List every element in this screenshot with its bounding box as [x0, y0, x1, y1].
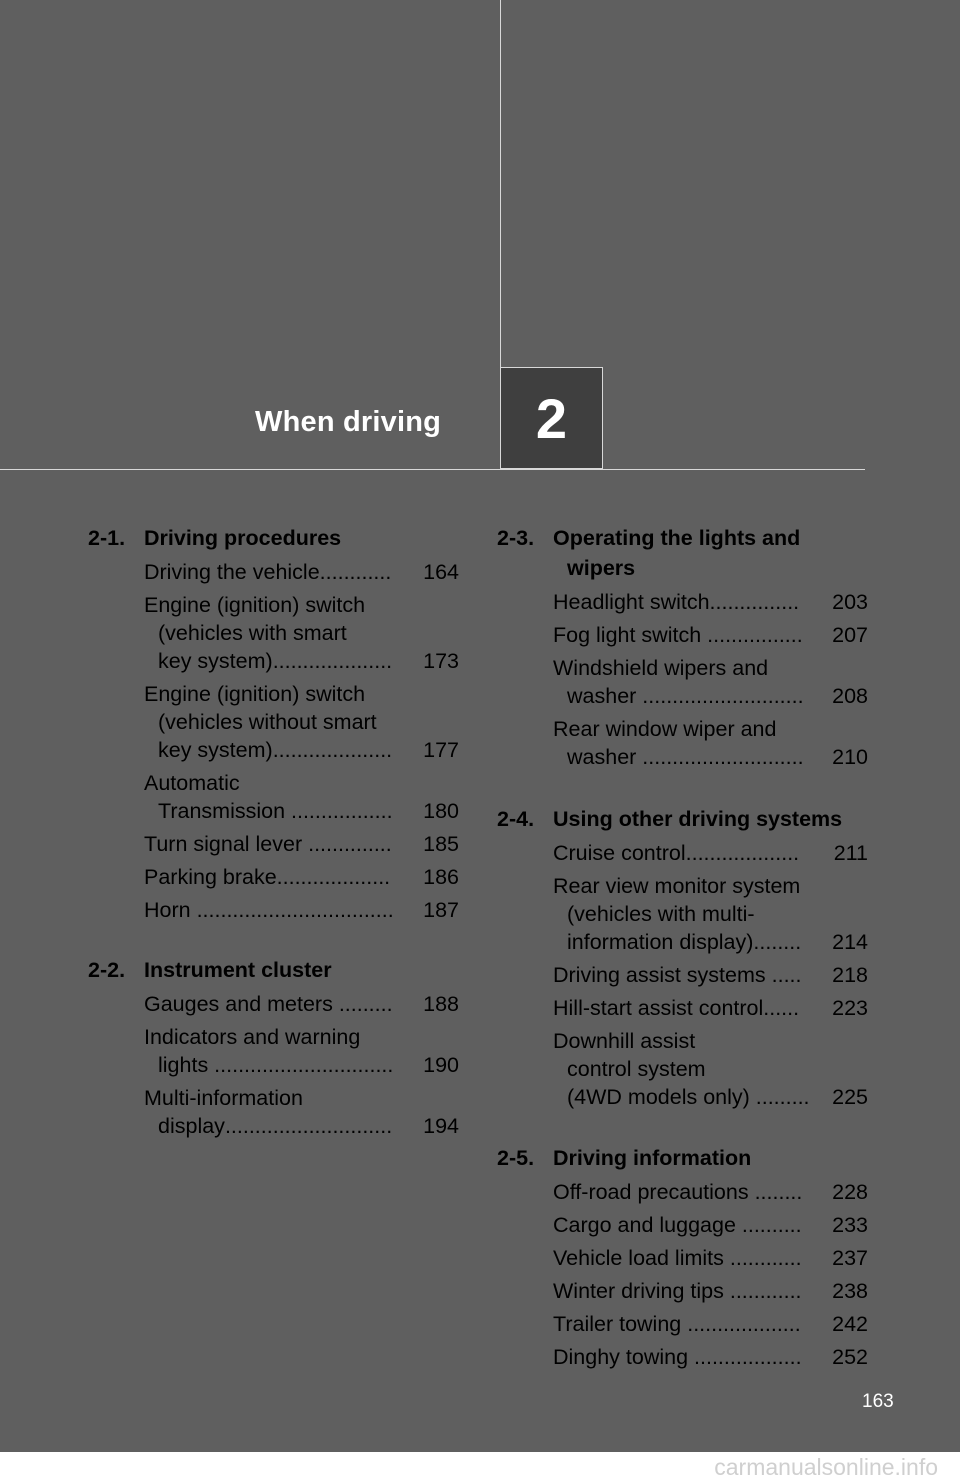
toc-entry[interactable] — [553, 994, 868, 1022]
entry-text: (vehicles with multi- — [567, 902, 755, 926]
entry-page-number: 228 — [832, 1180, 868, 1204]
section-number: 2-3. — [497, 526, 535, 550]
dot-leader: .............................. — [214, 1053, 394, 1077]
entry-page-number: 186 — [423, 865, 459, 889]
toc-entry[interactable] — [553, 621, 868, 649]
entry-text: Windshield wipers and — [553, 656, 769, 680]
entry-text: Parking brake — [144, 865, 277, 889]
entry-page-number: 207 — [832, 623, 868, 647]
entry-page-number: 190 — [423, 1053, 459, 1077]
entry-text: Vehicle load limits — [553, 1246, 730, 1270]
toc-entry[interactable] — [553, 715, 868, 771]
entry-text: Driving the vehicle — [144, 560, 320, 584]
toc-entry[interactable] — [144, 680, 459, 764]
section-title: Operating the lights and — [553, 526, 801, 550]
toc-entry[interactable] — [553, 1027, 868, 1111]
entry-text: Rear window wiper and — [553, 717, 777, 741]
toc-entry[interactable] — [144, 830, 459, 858]
entry-text: Gauges and meters — [144, 992, 339, 1016]
entry-text: washer — [567, 745, 643, 769]
toc-entry[interactable] — [144, 591, 459, 675]
entry-text: Engine (ignition) switch — [144, 682, 366, 706]
chapter-title: When driving — [255, 406, 442, 438]
toc-entry[interactable] — [553, 588, 868, 616]
entry-text: (vehicles with smart — [158, 621, 347, 645]
dot-leader: ........................... — [642, 684, 804, 708]
entry-text: key system) — [158, 738, 273, 762]
entry-page-number: 242 — [832, 1312, 868, 1336]
dot-leader: ................................. — [196, 898, 394, 922]
dot-leader: ...... — [763, 996, 800, 1020]
toc-entry[interactable] — [144, 896, 459, 924]
dot-leader: ..... — [771, 963, 802, 987]
entry-text: Transmission — [158, 799, 292, 823]
entry-text: Dinghy towing — [553, 1345, 695, 1369]
toc-entry[interactable] — [144, 1084, 459, 1140]
entry-page-number: 210 — [832, 745, 868, 769]
dot-leader: ......... — [755, 1085, 810, 1109]
entry-text: key system) — [158, 649, 273, 673]
entry-text: Winter driving tips — [553, 1279, 730, 1303]
vertical-divider — [500, 0, 501, 368]
entry-page-number: 218 — [832, 963, 868, 987]
entry-page-number: 180 — [423, 799, 459, 823]
dot-leader: .................... — [272, 738, 393, 762]
entry-text: Trailer towing — [553, 1312, 688, 1336]
toc-entry[interactable] — [553, 872, 868, 956]
section-number: 2-5. — [497, 1146, 535, 1170]
toc-entry[interactable] — [553, 961, 868, 989]
header-rule — [0, 469, 865, 470]
entry-text: Cruise control — [553, 841, 686, 865]
toc-entry[interactable] — [144, 558, 459, 586]
dot-leader: ................... — [687, 1312, 801, 1336]
entry-text: Indicators and warning — [144, 1025, 361, 1049]
entry-text: Hill-start assist control — [553, 996, 764, 1020]
entry-text: Cargo and luggage — [553, 1213, 742, 1237]
entry-page-number: 187 — [423, 898, 459, 922]
page-number: 163 — [862, 1391, 894, 1412]
entry-page-number: 225 — [832, 1085, 868, 1109]
toc-entry[interactable] — [144, 990, 459, 1018]
entry-page-number: 233 — [832, 1213, 868, 1237]
dot-leader: ............ — [729, 1246, 802, 1270]
entry-text: display — [158, 1114, 225, 1138]
entry-text: Downhill assist — [553, 1029, 696, 1053]
entry-text: (vehicles without smart — [158, 710, 377, 734]
dot-leader: ................... — [685, 841, 800, 865]
toc-entry[interactable] — [553, 1277, 868, 1305]
entry-page-number: 238 — [832, 1279, 868, 1303]
entry-page-number: 177 — [423, 738, 459, 762]
dot-leader: .......... — [741, 1213, 802, 1237]
entry-text: Off-road precautions — [553, 1180, 755, 1204]
section-number: 2-1. — [88, 526, 126, 550]
toc-entry[interactable] — [144, 1023, 459, 1079]
section-title: Driving information — [553, 1146, 752, 1170]
toc-entry[interactable] — [553, 1211, 868, 1239]
entry-text: Headlight switch — [553, 590, 710, 614]
entry-text: Automatic — [144, 771, 240, 795]
entry-page-number: 214 — [832, 930, 868, 954]
entry-page-number: 185 — [423, 832, 459, 856]
toc-entry[interactable] — [553, 839, 868, 867]
entry-text: (4WD models only) — [567, 1085, 756, 1109]
dot-leader: .............. — [308, 832, 392, 856]
entry-page-number: 252 — [832, 1345, 868, 1369]
section-title: Driving procedures — [144, 526, 342, 550]
entry-page-number: 188 — [423, 992, 459, 1016]
chapter-number-box — [500, 367, 603, 469]
toc-entry[interactable] — [553, 1178, 868, 1206]
dot-leader: .................... — [272, 649, 393, 673]
entry-text: lights — [158, 1053, 215, 1077]
dot-leader: ............... — [709, 590, 800, 614]
section-number: 2-2. — [88, 958, 126, 982]
dot-leader: ............ — [319, 560, 392, 584]
toc-entry[interactable] — [553, 1244, 868, 1272]
entry-text: Turn signal lever — [144, 832, 309, 856]
entry-text: Fog light switch — [553, 623, 708, 647]
dot-leader: ................ — [707, 623, 803, 647]
dot-leader: ......... — [338, 992, 393, 1016]
watermark-text: carmanualsonline.info — [714, 1454, 938, 1480]
entry-page-number: 164 — [423, 560, 459, 584]
toc-entry[interactable] — [144, 769, 459, 825]
dot-leader: ........ — [753, 930, 802, 954]
entry-page-number: 237 — [832, 1246, 868, 1270]
section-title: Using other driving systems — [553, 807, 843, 831]
entry-text: information display) — [567, 930, 754, 954]
toc-entry[interactable] — [553, 1310, 868, 1338]
entry-text: Rear view monitor system — [553, 874, 801, 898]
chapter-number: 2 — [535, 386, 568, 450]
entry-page-number: 173 — [423, 649, 459, 673]
dot-leader: ................. — [291, 799, 393, 823]
section-title: wipers — [567, 556, 636, 580]
entry-page-number: 194 — [423, 1114, 459, 1138]
dot-leader: ........................... — [642, 745, 804, 769]
dot-leader: ................... — [276, 865, 391, 889]
entry-text: Engine (ignition) switch — [144, 593, 366, 617]
toc-entry[interactable] — [553, 654, 868, 710]
entry-text: control system — [567, 1057, 706, 1081]
section-title: Instrument cluster — [144, 958, 332, 982]
entry-text: Driving assist systems — [553, 963, 772, 987]
entry-page-number: 208 — [832, 684, 868, 708]
entry-text: Multi-information — [144, 1086, 303, 1110]
dot-leader: .................. — [694, 1345, 802, 1369]
section-number: 2-4. — [497, 807, 535, 831]
dot-leader: ............ — [729, 1279, 802, 1303]
watermark-bar — [0, 1452, 960, 1484]
entry-page-number: 211 — [833, 841, 868, 865]
dot-leader: ............................ — [224, 1114, 393, 1138]
toc-entry[interactable] — [553, 1343, 868, 1371]
entry-page-number: 203 — [832, 590, 868, 614]
toc-entry[interactable] — [144, 863, 459, 891]
entry-text: washer — [567, 684, 643, 708]
entry-page-number: 223 — [832, 996, 868, 1020]
dot-leader: ........ — [754, 1180, 803, 1204]
entry-text: Horn — [144, 898, 197, 922]
